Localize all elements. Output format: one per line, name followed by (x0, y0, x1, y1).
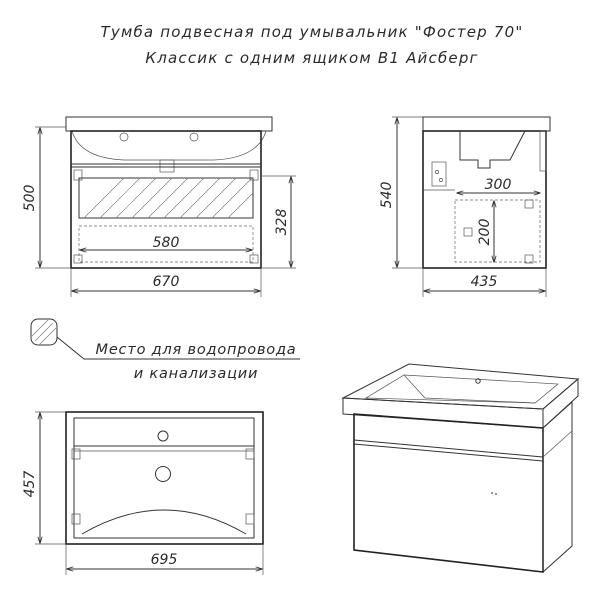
iso-drawer-top (354, 440, 543, 457)
front-tap-hole-right (190, 133, 198, 141)
top-outline (66, 412, 263, 544)
top-view (22, 412, 263, 575)
title-line-1: Тумба подвесная под умывальник "Фостер 70" (100, 23, 524, 41)
iso-sink-side (543, 379, 578, 428)
front-sink-top (66, 117, 272, 131)
dim-siphon-height: 200 (477, 218, 493, 246)
dim-front-width: 670 (152, 274, 180, 290)
dim-drawer-height: 328 (274, 208, 290, 236)
legend (31, 319, 300, 382)
front-sink-bowl (72, 131, 266, 160)
side-view (379, 117, 550, 297)
dim-side-height: 540 (379, 181, 395, 209)
iso-cabinet-front (354, 414, 543, 572)
title-line-2: Классик с одним ящиком B1 Айсберг (145, 49, 479, 67)
dim-top-depth: 457 (22, 470, 38, 498)
top-bowl-front (82, 510, 246, 534)
front-view (22, 117, 296, 297)
drawing-title (101, 23, 524, 67)
front-drawer-hatch (84, 178, 253, 218)
side-bracket (432, 162, 446, 186)
iso-cabinet-side (543, 402, 572, 572)
dim-top-width: 695 (150, 552, 178, 568)
front-drain (160, 160, 174, 172)
top-inner (74, 418, 254, 538)
legend-line-1: Место для водопровода (95, 342, 297, 358)
dim-siphon-width: 300 (484, 177, 512, 193)
dim-drawer-width: 580 (152, 235, 180, 251)
side-plumbing-zone (455, 200, 540, 262)
dim-side-depth: 435 (470, 274, 498, 290)
side-siphon (460, 131, 525, 168)
top-drain-hole (156, 467, 171, 482)
dim-front-height: 500 (22, 184, 38, 212)
front-tap-hole-left (120, 133, 128, 141)
isometric-view (343, 364, 578, 572)
iso-sink-top (343, 364, 578, 409)
iso-basin (366, 375, 558, 403)
top-tap-hole (158, 431, 168, 441)
legend-line-2: и канализации (133, 366, 259, 382)
side-sink-top (423, 117, 550, 131)
side-cabinet-body (423, 131, 546, 268)
